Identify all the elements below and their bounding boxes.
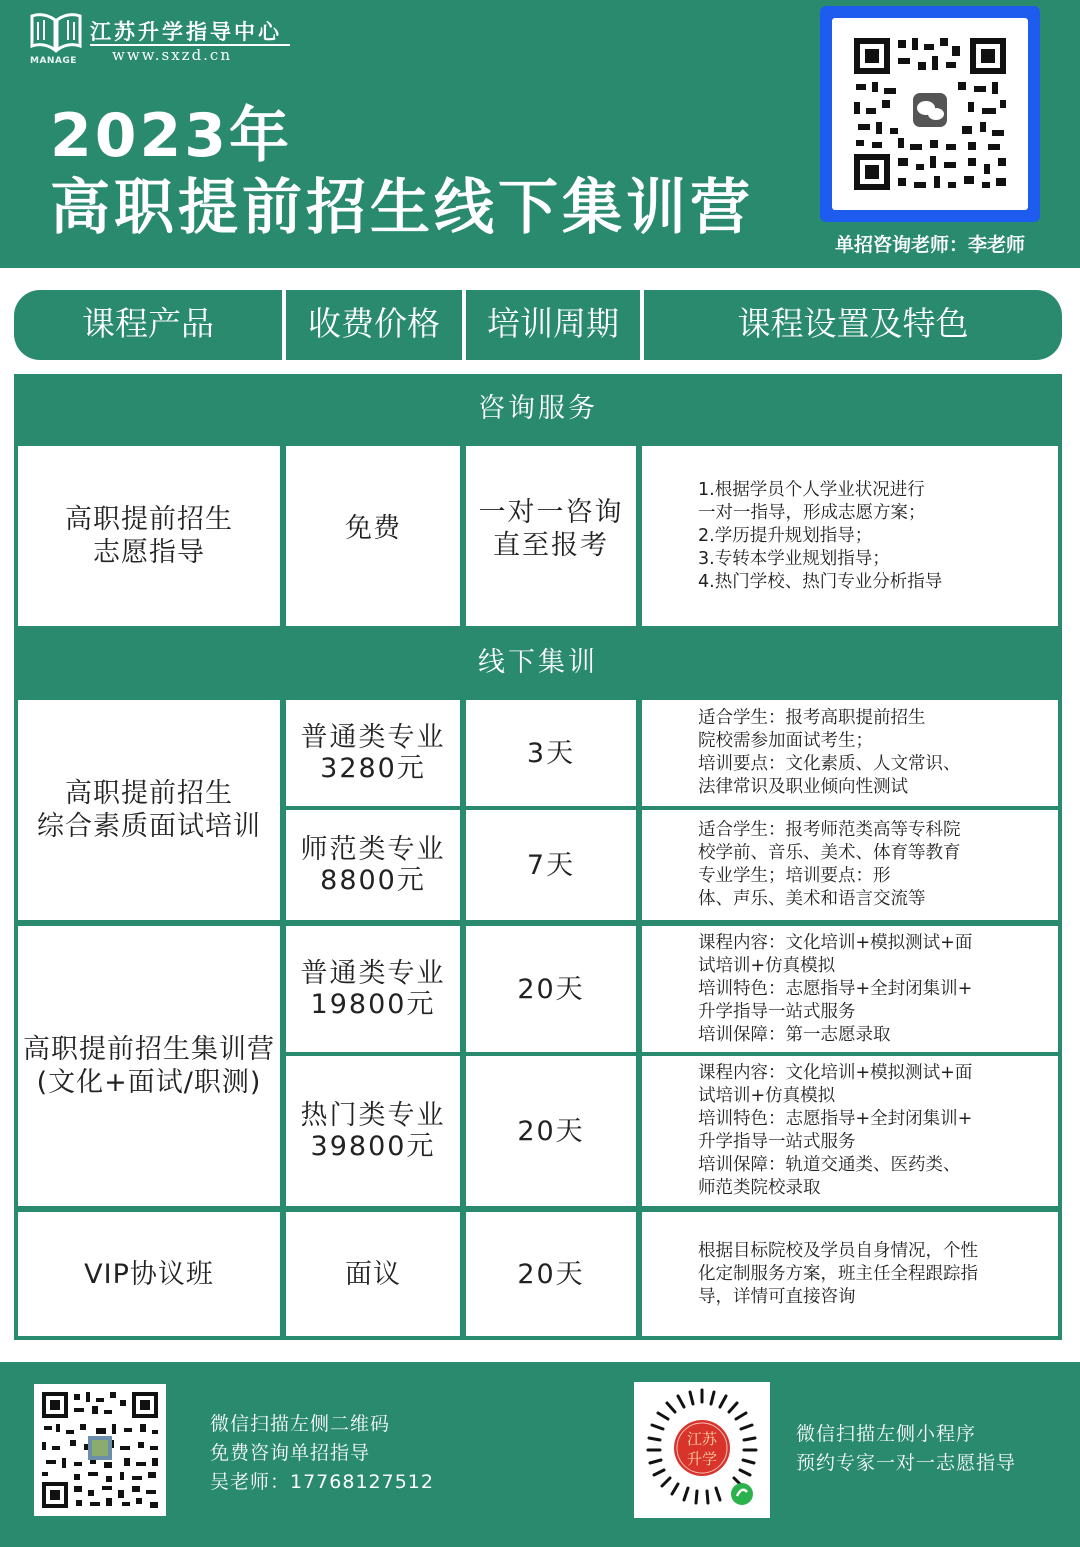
contact-phone: 吴老师：17768127512: [210, 1471, 434, 1493]
qr-caption: 单招咨询老师：李老师: [834, 234, 1025, 256]
qr-code-icon: [832, 18, 1028, 210]
year-title: 2023年: [50, 101, 292, 171]
mini-program-icon: [634, 1382, 770, 1518]
col-header-product: 课程产品: [82, 304, 214, 343]
logo-subtext: MANAGE: [30, 56, 77, 66]
mini-program-code[interactable]: [634, 1382, 770, 1518]
price-cell: 面议: [286, 1212, 460, 1336]
qr-code-icon: [40, 1390, 160, 1510]
header-banner: [0, 0, 1080, 268]
price-cell: 普通类专业 3280元: [286, 700, 460, 806]
product-cell: 高职提前招生 志愿指导: [18, 446, 280, 626]
features-cell: 1.根据学员个人学业状况进行 一对一指导，形成志愿方案； 2.学历提升规划指导； 3.专转本学业规划指导； 4.热门学校、热门专业分析指导: [642, 446, 1058, 626]
course-table: [14, 374, 1062, 1340]
org-url: www.sxzd.cn: [112, 46, 232, 64]
features-cell: 适合学生：报考高职提前招生 院校需参加面试考生； 培训要点：文化素质、人文常识、 法律常识及职业倾向性测试: [642, 700, 1058, 806]
page-title: 高职提前招生线下集训营: [50, 173, 754, 243]
period-cell: 20天: [466, 926, 636, 1052]
features-cell: 根据目标院校及学员自身情况，个性 化定制服务方案，班主任全程跟踪指 导，详情可直接咨询: [642, 1212, 1058, 1336]
price-cell: 热门类专业 39800元: [286, 1056, 460, 1206]
price-cell: 普通类专业 19800元: [286, 926, 460, 1052]
period-cell: 3天: [466, 700, 636, 806]
price-cell: 师范类专业 8800元: [286, 810, 460, 920]
org-name: 江苏升学指导中心: [90, 19, 282, 44]
features-cell: 课程内容：文化培训+模拟测试+面 试培训+仿真模拟 培训特色：志愿指导+全封闭集训+ 升学指导一站式服务 培训保障：轨道交通类、医药类、 师范类院校录取: [642, 1056, 1058, 1206]
price-cell: 免费: [286, 446, 460, 626]
consultant-qr-code[interactable]: [820, 6, 1040, 222]
features-cell: 课程内容：文化培训+模拟测试+面 试培训+仿真模拟 培训特色：志愿指导+全封闭集训+ 升学指导一站式服务 培训保障：第一志愿录取: [642, 926, 1058, 1052]
col-header-price: 收费价格: [308, 304, 440, 343]
footer-banner: [0, 1362, 1080, 1547]
wechat-qr-code[interactable]: [34, 1384, 166, 1516]
col-header-features: 课程设置及特色: [737, 304, 969, 343]
badge-text: 升学: [686, 1450, 718, 1468]
logo: [22, 6, 282, 68]
product-cell: 高职提前招生 综合素质面试培训: [18, 700, 280, 920]
features-cell: 适合学生：报考师范类高等专科院 校学前、音乐、美术、体育等教育 专业学生；培训要点：形 体、声乐、美术和语言交流等: [642, 810, 1058, 920]
footer-right-text: 微信扫描左侧小程序 预约专家一对一志愿指导: [796, 1423, 1017, 1474]
period-cell: 20天: [466, 1056, 636, 1206]
period-cell: 20天: [466, 1212, 636, 1336]
section-header-offline: 线下集训: [478, 647, 598, 678]
column-headers: [14, 290, 1062, 360]
footer-left-text: 微信扫描左侧二维码 免费咨询单招指导 吴老师：17768127512: [210, 1410, 434, 1497]
period-cell: 一对一咨询 直至报考: [466, 446, 636, 626]
col-header-period: 培训周期: [487, 304, 619, 343]
section-header-consult: 咨询服务: [478, 393, 598, 424]
period-cell: 7天: [466, 810, 636, 920]
product-cell: 高职提前招生集训营 (文化+面试/职测): [18, 926, 280, 1206]
book-logo-icon: [28, 10, 84, 56]
product-cell: VIP协议班: [18, 1212, 280, 1336]
badge-text: 江苏: [686, 1430, 718, 1448]
